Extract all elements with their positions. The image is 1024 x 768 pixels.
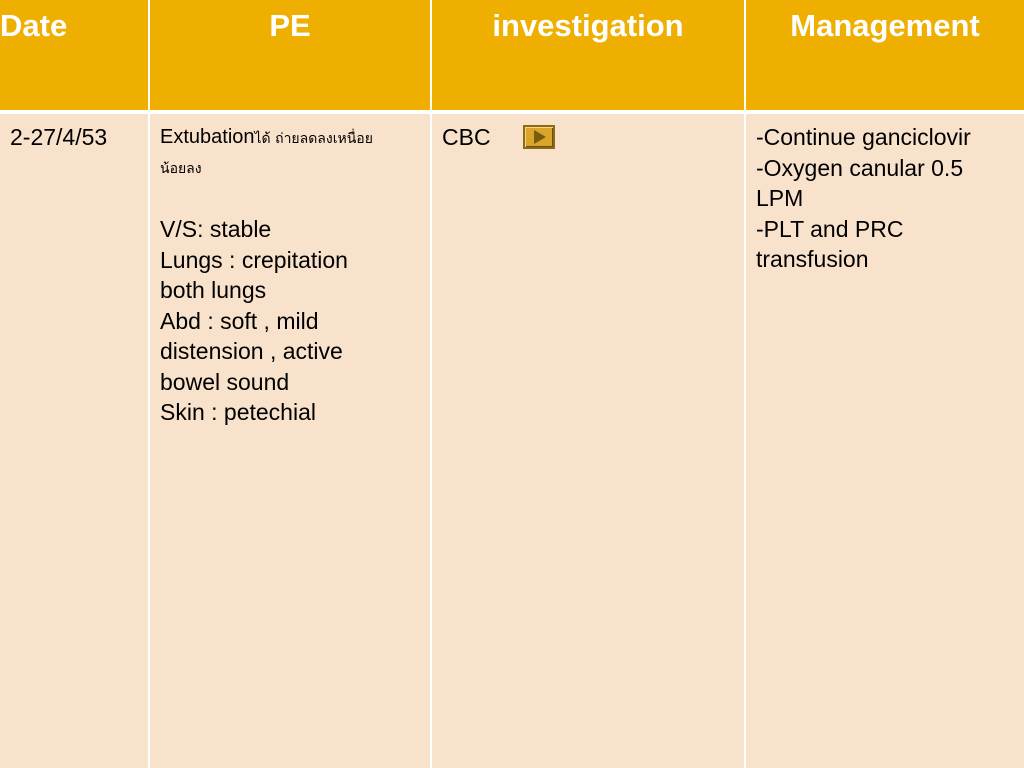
pe-line-abd: Abd : soft , mild — [160, 307, 319, 334]
pe-line-skin: Skin : petechial — [160, 399, 316, 425]
header-management: Management — [745, 0, 1024, 112]
management-line-ganciclovir: -Continue ganciclovir — [756, 124, 971, 150]
header-date: Date — [0, 0, 149, 112]
pe-line-bowel: bowel sound — [160, 368, 290, 395]
header-pe: PE — [149, 0, 431, 112]
pe-spacer — [160, 184, 430, 214]
table-row — [0, 112, 1024, 768]
pe-line-lungs: Lungs : crepitation — [160, 246, 348, 273]
management-line-lpm: LPM — [756, 185, 804, 211]
management-line-transfusion: transfusion — [756, 246, 869, 272]
management-cell — [745, 112, 1024, 768]
pe-thai-text: ได้ ถ่ายลดลงเหนื่อย — [254, 131, 373, 147]
play-icon — [534, 130, 546, 144]
date-value: 2-27/4/53 — [10, 124, 108, 150]
management-line-plt-prc: -PLT and PRC — [756, 215, 904, 242]
date-cell — [0, 112, 149, 768]
pe-extubation-text: Extubation — [160, 126, 255, 148]
management-line-oxygen: -Oxygen canular 0.5 — [756, 154, 964, 181]
pe-cell — [149, 112, 431, 768]
header-investigation: investigation — [431, 0, 745, 112]
investigation-label: CBC — [442, 124, 491, 150]
pe-line-vitals: V/S: stable — [160, 216, 272, 242]
investigation-cell — [431, 112, 745, 768]
investigation-row — [442, 122, 744, 153]
play-button[interactable] — [523, 125, 555, 149]
pe-line-abd-cont: distension , active — [160, 338, 343, 364]
header-row — [0, 0, 1024, 112]
pe-line-lungs-cont: both lungs — [160, 277, 267, 303]
pe-thai-continuation: น้อยลง — [160, 161, 202, 177]
pe-first-line — [160, 122, 430, 154]
